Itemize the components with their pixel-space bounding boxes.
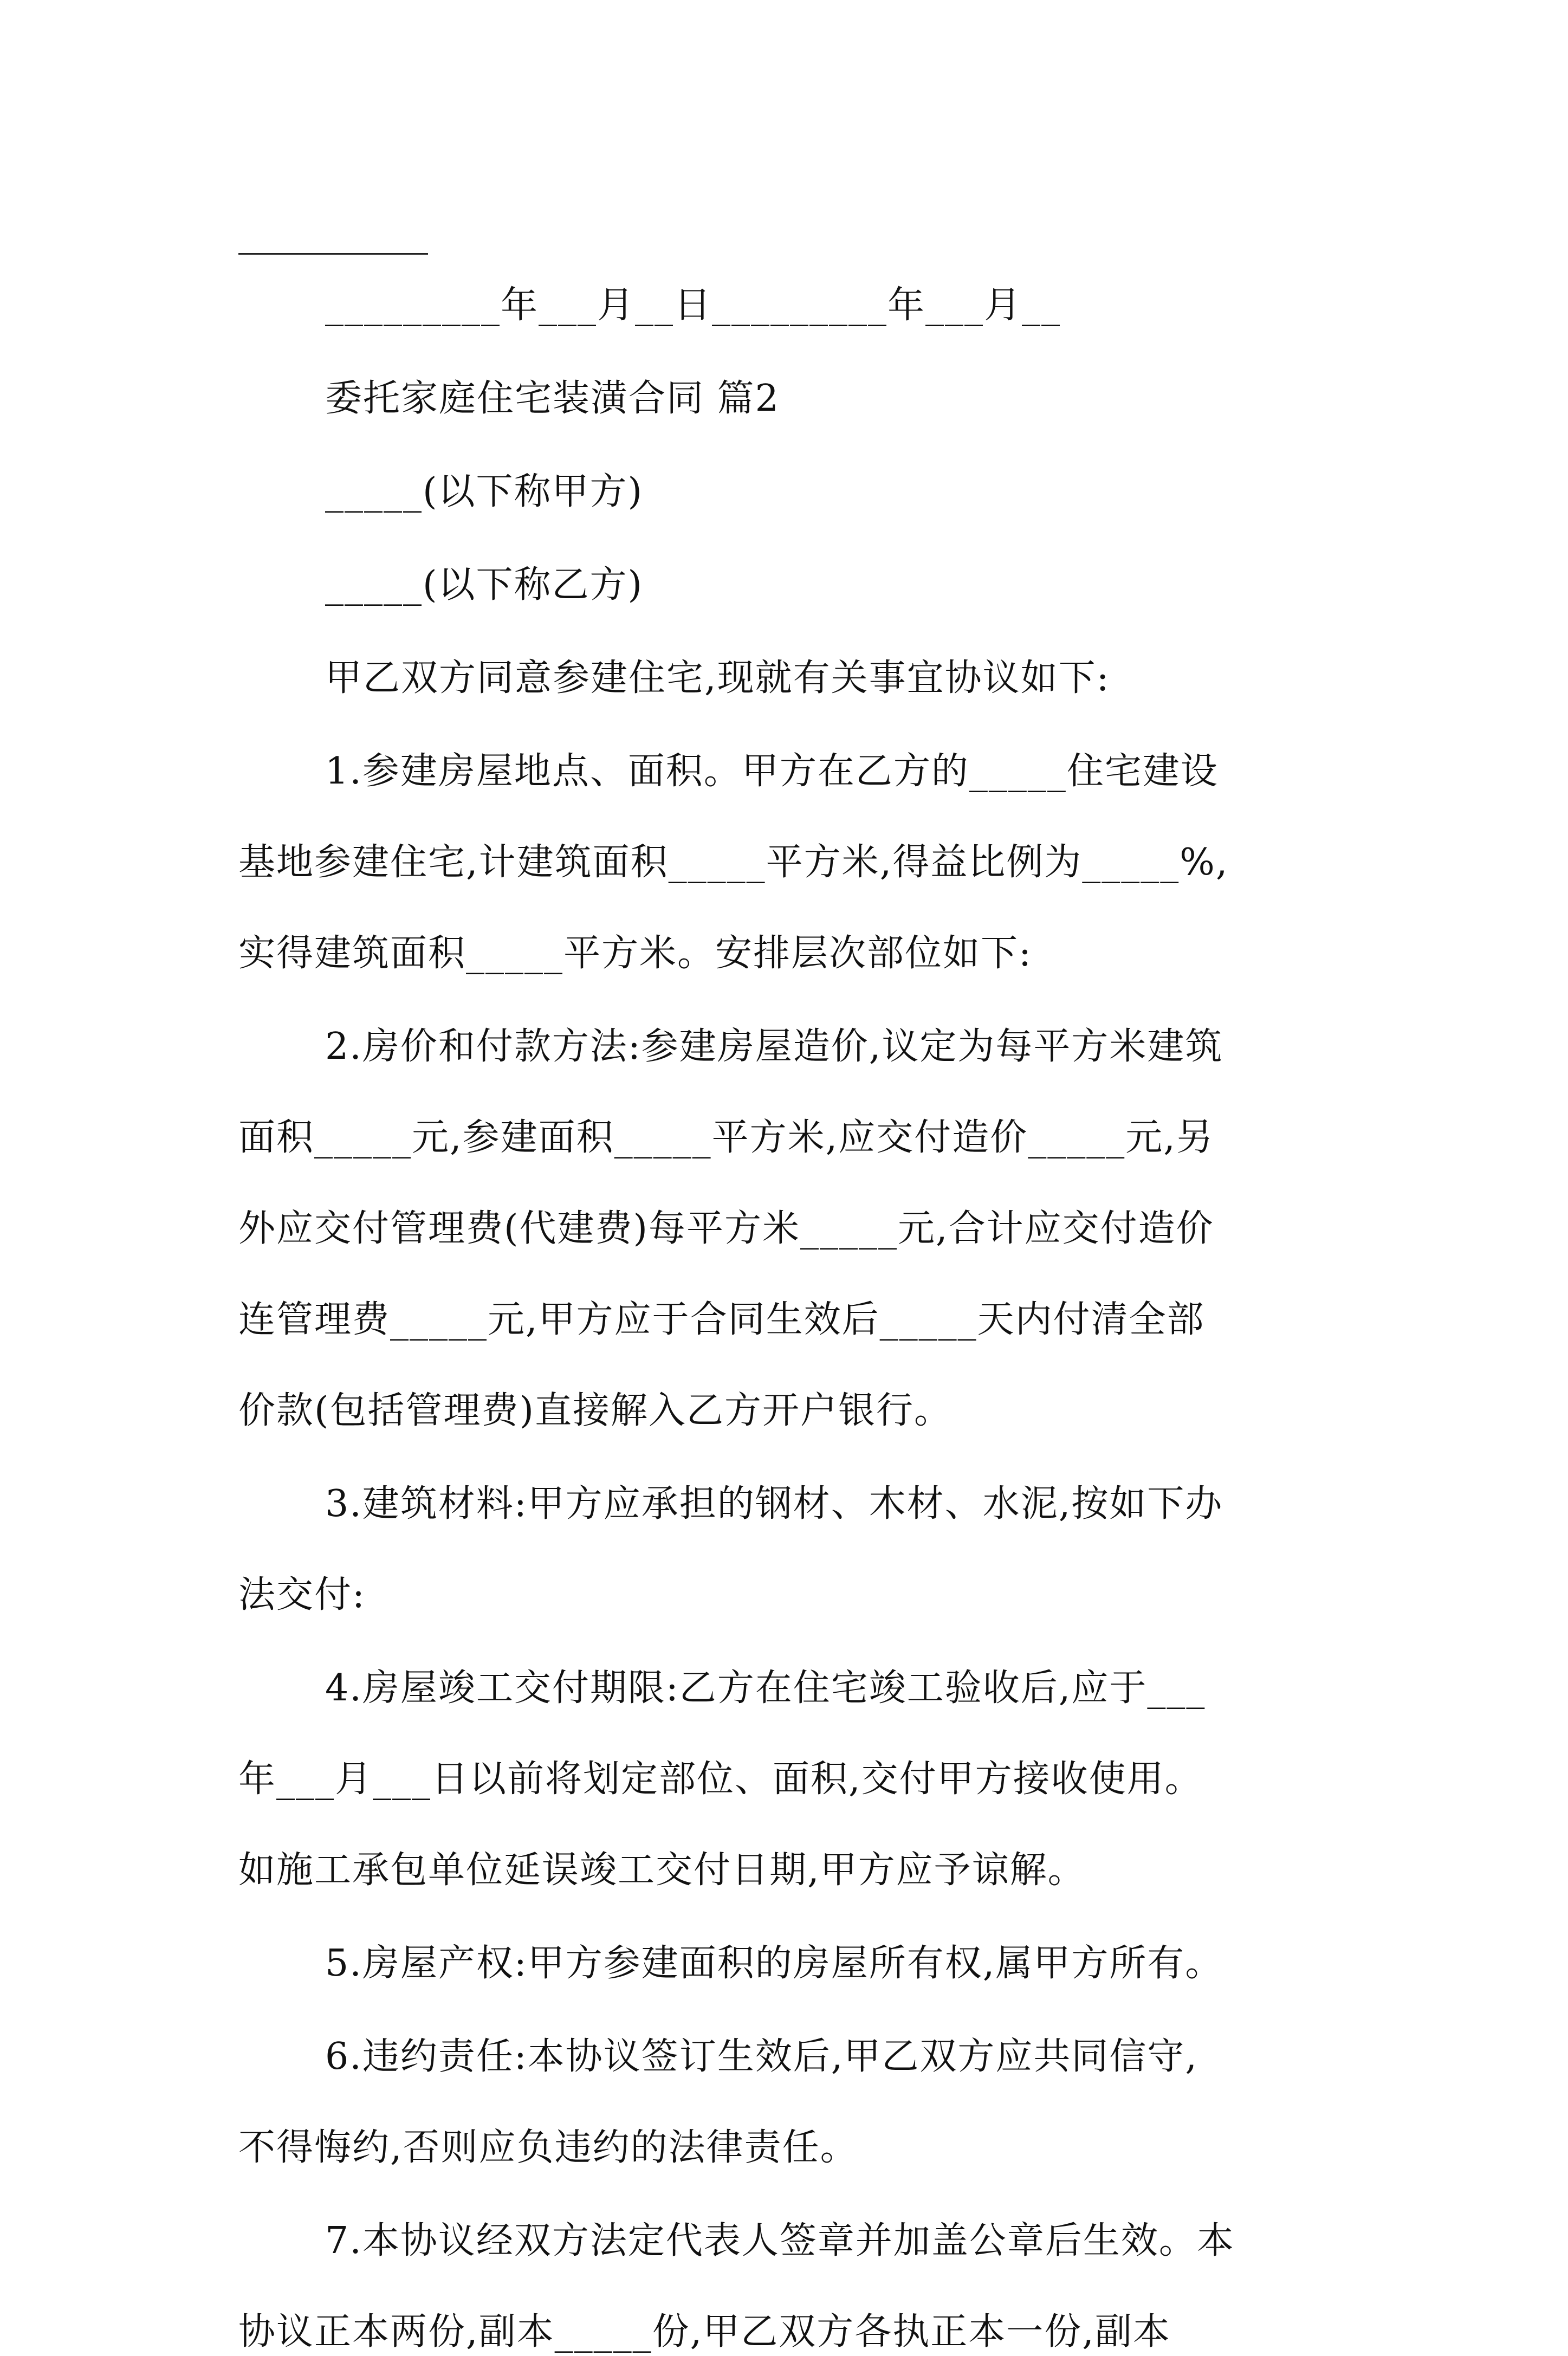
clause-line: 连管理费_____元,甲方应于合同生效后_____天内付清全部: [238, 1298, 1205, 1341]
signature-rule: [238, 253, 428, 255]
clause-5: [238, 1940, 1344, 1988]
clause-line: 年___月___日以前将划定部位、面积,交付甲方接收使用。: [238, 1758, 1203, 1801]
clause-line: 2.房价和付款方法:参建房屋造价,议定为每平方米建筑: [325, 1025, 1223, 1068]
clause-line: 法交付:: [238, 1574, 366, 1616]
clause-7: [238, 2217, 1344, 2356]
clause-line: 实得建筑面积_____平方米。安排层次部位如下:: [238, 932, 1032, 975]
clause-line: 不得悔约,否则应负违约的法律责任。: [238, 2126, 858, 2169]
clause-3: [238, 1480, 1344, 1619]
clause-line: 面积_____元,参建面积_____平方米,应交付造价_____元,另: [238, 1116, 1214, 1159]
clause-line: 协议正本两份,副本_____份,甲乙双方各执正本一份,副本: [238, 2310, 1171, 2353]
clause-line: 1.参建房屋地点、面积。甲方在乙方的_____住宅建设: [325, 750, 1219, 793]
clause-line: 6.违约责任:本协议签订生效后,甲乙双方应共同信守,: [325, 2035, 1198, 2078]
clause-4: [238, 1665, 1344, 1894]
document-body: [238, 260, 1344, 2356]
clause-6: [238, 2033, 1344, 2172]
clause-1: [238, 748, 1344, 978]
intro-line: 甲乙双方同意参建住宅,现就有关事宜协议如下:: [325, 657, 1110, 700]
clause-line: 基地参建住宅,计建筑面积_____平方米,得益比例为_____%,: [238, 841, 1229, 884]
clause-line: 如施工承包单位延误竣工交付日期,甲方应予谅解。: [238, 1849, 1086, 1892]
clause-line: 3.建筑材料:甲方应承担的钢材、木材、水泥,按如下办: [325, 1483, 1223, 1525]
date-line: _________年___月__日_________年___月__: [325, 284, 1061, 327]
clause-line: 5.房屋产权:甲方参建面积的房屋所有权,属甲方所有。: [325, 1942, 1223, 1985]
party-a-line: _____(以下称甲方): [325, 470, 644, 513]
clause-line: 7.本协议经双方法定代表人签章并加盖公章后生效。本: [325, 2219, 1235, 2262]
clause-line: 价款(包括管理费)直接解入乙方开户银行。: [238, 1389, 953, 1432]
clause-line: 外应交付管理费(代建费)每平方米_____元,合计应交付造价: [238, 1207, 1214, 1250]
party-b-line: _____(以下称乙方): [325, 564, 644, 606]
clause-2: [238, 1023, 1344, 1435]
clause-line: 4.房屋竣工交付期限:乙方在住宅竣工验收后,应于___: [325, 1667, 1206, 1710]
contract-title: 委托家庭住宅装潢合同 篇2: [325, 377, 780, 420]
